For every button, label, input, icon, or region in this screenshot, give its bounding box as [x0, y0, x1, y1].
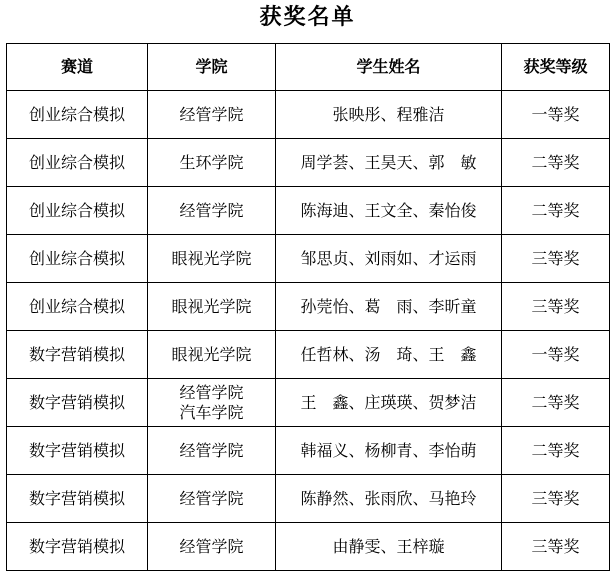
cell-student-names: 韩福义、杨柳青、李怡萌 — [276, 427, 502, 475]
cell-track: 创业综合模拟 — [7, 283, 148, 331]
cell-track: 数字营销模拟 — [7, 427, 148, 475]
cell-award-level: 二等奖 — [502, 427, 610, 475]
table-row — [7, 331, 610, 379]
cell-award-level: 三等奖 — [502, 523, 610, 571]
college-name: 经管学院 — [179, 104, 244, 124]
college-name: 经管学院 — [179, 382, 244, 402]
table-row — [7, 283, 610, 331]
cell-student-names: 任哲林、汤 琦、王 鑫 — [276, 331, 502, 379]
cell-student-names: 由静雯、王梓璇 — [276, 523, 502, 571]
cell-award-level: 二等奖 — [502, 139, 610, 187]
college-name: 经管学院 — [179, 488, 244, 508]
cell-student-names: 张映彤、程雅洁 — [276, 91, 502, 139]
cell-college — [148, 235, 276, 283]
award-table — [6, 43, 610, 571]
cell-track: 创业综合模拟 — [7, 139, 148, 187]
cell-college — [148, 523, 276, 571]
cell-track: 数字营销模拟 — [7, 331, 148, 379]
header-college: 学院 — [148, 44, 276, 91]
cell-college — [148, 283, 276, 331]
cell-student-names: 孙莞怡、葛 雨、李昕童 — [276, 283, 502, 331]
cell-student-names: 陈海迪、王文全、秦怡俊 — [276, 187, 502, 235]
table-row — [7, 235, 610, 283]
table-row — [7, 475, 610, 523]
college-name: 眼视光学院 — [171, 344, 252, 364]
cell-track: 创业综合模拟 — [7, 235, 148, 283]
college-name: 经管学院 — [179, 200, 244, 220]
header-track: 赛道 — [7, 44, 148, 91]
header-student-names: 学生姓名 — [276, 44, 502, 91]
cell-track: 创业综合模拟 — [7, 91, 148, 139]
college-name: 经管学院 — [179, 536, 244, 556]
table-row — [7, 379, 610, 427]
cell-award-level: 一等奖 — [502, 91, 610, 139]
college-name: 眼视光学院 — [171, 248, 252, 268]
cell-college — [148, 427, 276, 475]
cell-award-level: 二等奖 — [502, 379, 610, 427]
cell-college — [148, 331, 276, 379]
page-title: 获奖名单 — [259, 4, 356, 30]
cell-award-level: 三等奖 — [502, 235, 610, 283]
cell-college — [148, 187, 276, 235]
cell-track: 数字营销模拟 — [7, 475, 148, 523]
college-name: 眼视光学院 — [171, 296, 252, 316]
cell-student-names: 陈静然、张雨欣、马艳玲 — [276, 475, 502, 523]
cell-college — [148, 91, 276, 139]
college-name: 汽车学院 — [179, 402, 244, 422]
table-row — [7, 187, 610, 235]
cell-track: 数字营销模拟 — [7, 379, 148, 427]
cell-college — [148, 139, 276, 187]
cell-student-names: 周学荟、王昊天、郭 敏 — [276, 139, 502, 187]
table-row — [7, 523, 610, 571]
college-name: 生环学院 — [179, 152, 244, 172]
cell-award-level: 三等奖 — [502, 283, 610, 331]
cell-track: 创业综合模拟 — [7, 187, 148, 235]
header-award-level: 获奖等级 — [502, 44, 610, 91]
cell-college — [148, 379, 276, 427]
table-row — [7, 91, 610, 139]
cell-track: 数字营销模拟 — [7, 523, 148, 571]
table-row — [7, 139, 610, 187]
table-row — [7, 427, 610, 475]
cell-student-names: 王 鑫、庄瑛瑛、贺梦洁 — [276, 379, 502, 427]
table-header-row — [7, 44, 610, 91]
cell-award-level: 一等奖 — [502, 331, 610, 379]
cell-student-names: 邹思贞、刘雨如、才运雨 — [276, 235, 502, 283]
award-table-body — [7, 91, 610, 571]
cell-award-level: 三等奖 — [502, 475, 610, 523]
cell-award-level: 二等奖 — [502, 187, 610, 235]
cell-college — [148, 475, 276, 523]
college-name: 经管学院 — [179, 440, 244, 460]
